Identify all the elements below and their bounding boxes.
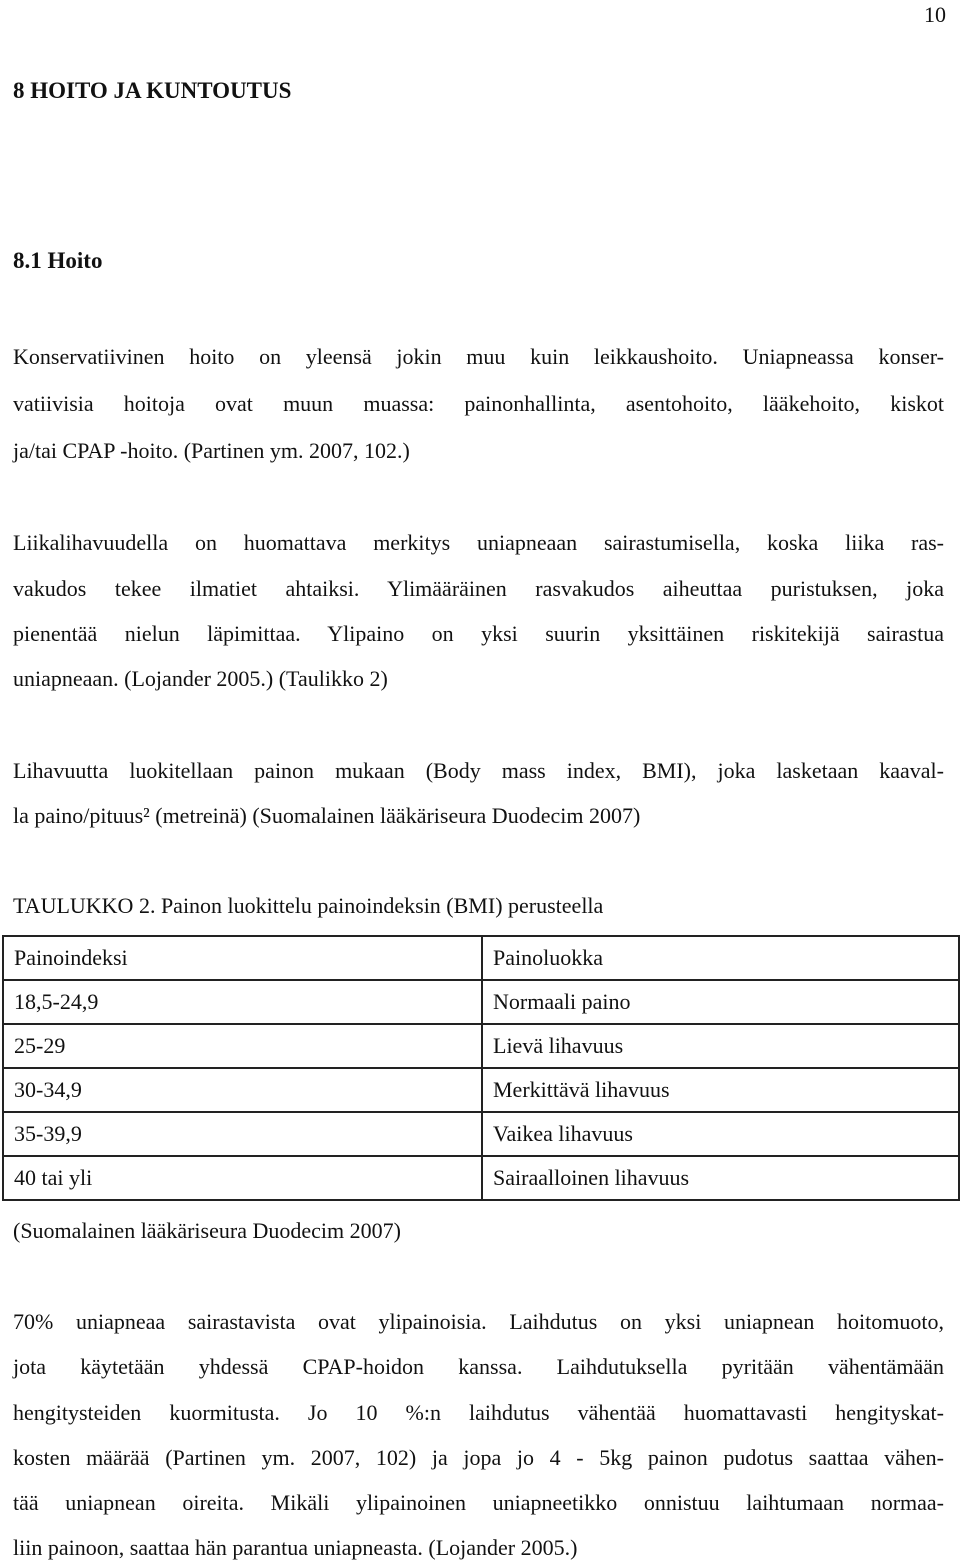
table-cell: Vaikea lihavuus — [482, 1112, 959, 1156]
table-cell: Sairaalloinen lihavuus — [482, 1156, 959, 1200]
section-heading: 8.1 Hoito — [13, 248, 103, 273]
page-number: 10 — [924, 2, 946, 27]
table-caption: TAULUKKO 2. Painon luokittelu painoindeksin (BMI) perusteella — [13, 893, 604, 918]
paragraph-3-line-2: la paino/pituus² (metreinä) (Suomalainen lääkäriseura Duodecim 2007) — [13, 803, 641, 828]
table-cell: Normaali paino — [482, 980, 959, 1024]
paragraph-4-line-6: liin painoon, saattaa hän parantua uniapneasta. (Lojander 2005.) — [13, 1535, 578, 1560]
table-source: (Suomalainen lääkäriseura Duodecim 2007) — [13, 1218, 401, 1243]
table-cell: Merkittävä lihavuus — [482, 1068, 959, 1112]
paragraph-2-line-4: uniapneaan. (Lojander 2005.) (Taulikko 2) — [13, 666, 388, 691]
paragraph-4-line-5: tää uniapnean oireita. Mikäli ylipainoinen uniapneetikko onnistuu laihtumaan normaa- — [13, 1490, 944, 1515]
paragraph-1-line-2: vatiivisia hoitoja ovat muun muassa: painonhallinta, asentohoito, lääkehoito, kiskot — [13, 391, 944, 416]
chapter-heading: 8 HOITO JA KUNTOUTUS — [13, 78, 292, 103]
paragraph-4-line-3: hengitysteiden kuormitusta. Jo 10 %:n laihdutus vähentää huomattavasti hengityskat- — [13, 1400, 944, 1425]
table-row — [3, 980, 959, 1024]
table-row — [3, 1068, 959, 1112]
paragraph-2-line-1: Liikalihavuudella on huomattava merkitys uniapneaan sairastumisella, koska liika ras- — [13, 530, 944, 555]
table-header-cell: Painoindeksi — [3, 936, 482, 980]
paragraph-4-line-1: 70% uniapneaa sairastavista ovat ylipainoisia. Laihdutus on yksi uniapnean hoitomuoto, — [13, 1309, 944, 1334]
table-cell: 18,5-24,9 — [3, 980, 482, 1024]
table-row — [3, 1156, 959, 1200]
paragraph-2-line-3: pienentää nielun läpimittaa. Ylipaino on yksi suurin yksittäinen riskitekijä sairastua — [13, 621, 944, 646]
paragraph-2-line-2: vakudos tekee ilmatiet ahtaiksi. Ylimääräinen rasvakudos aiheuttaa puristuksen, joka — [13, 576, 944, 601]
paragraph-1-line-3: ja/tai CPAP -hoito. (Partinen ym. 2007, 102.) — [13, 438, 410, 463]
table-cell: Lievä lihavuus — [482, 1024, 959, 1068]
table-cell: 25-29 — [3, 1024, 482, 1068]
table-cell: 40 tai yli — [3, 1156, 482, 1200]
table-row — [3, 1112, 959, 1156]
table-cell: 30-34,9 — [3, 1068, 482, 1112]
paragraph-4-line-4: kosten määrää (Partinen ym. 2007, 102) ja jopa jo 4 - 5kg painon pudotus saattaa vähen- — [13, 1445, 944, 1470]
paragraph-1-line-1: Konservatiivinen hoito on yleensä jokin muu kuin leikkaushoito. Uniapneassa konser- — [13, 344, 944, 369]
table-header-row — [3, 936, 959, 980]
paragraph-4-line-2: jota käytetään yhdessä CPAP-hoidon kanssa. Laihdutuksella pyritään vähentämään — [13, 1354, 944, 1379]
bmi-table — [2, 935, 960, 1201]
table-row — [3, 1024, 959, 1068]
table-header-cell: Painoluokka — [482, 936, 959, 980]
paragraph-3-line-1: Lihavuutta luokitellaan painon mukaan (Body mass index, BMI), joka lasketaan kaaval- — [13, 758, 944, 783]
table-cell: 35-39,9 — [3, 1112, 482, 1156]
